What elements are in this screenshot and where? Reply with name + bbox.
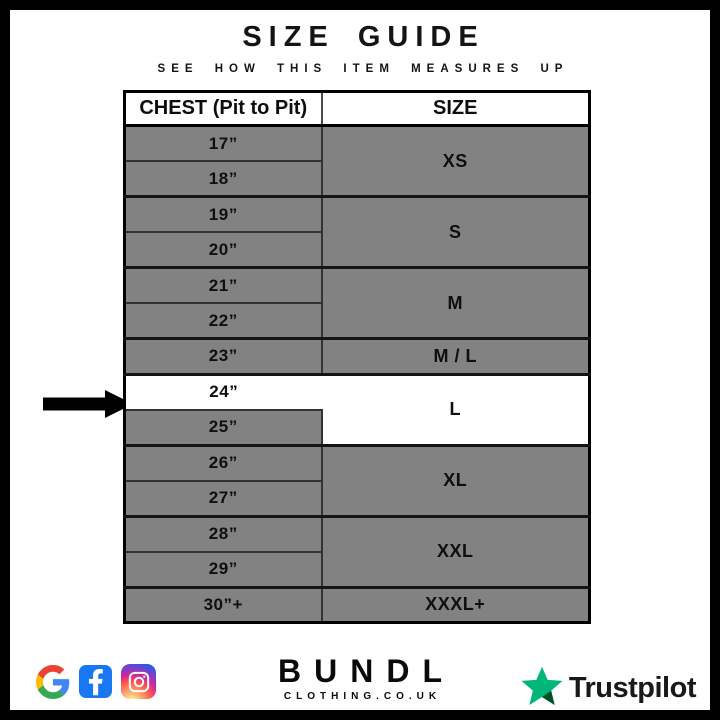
highlighted-chest-cell: 24” — [125, 374, 322, 410]
size-cell: XXXL+ — [322, 587, 590, 623]
table-row — [125, 339, 590, 375]
size-column-header: SIZE — [322, 92, 590, 126]
size-guide-table — [123, 90, 591, 624]
table-row — [125, 587, 590, 623]
highlighted-table-row — [125, 374, 590, 410]
chest-cell: 27” — [125, 481, 322, 517]
table-row — [125, 445, 590, 481]
chest-cell: 30”+ — [125, 587, 322, 623]
chest-cell: 25” — [125, 410, 322, 446]
size-cell: M — [322, 268, 590, 339]
size-cell: XS — [322, 126, 590, 197]
chest-cell: 29” — [125, 552, 322, 588]
chest-cell: 17” — [125, 126, 322, 162]
chest-cell: 26” — [125, 445, 322, 481]
trustpilot-logo[interactable] — [520, 666, 696, 710]
brand-domain: CLOTHING.CO.UK — [283, 691, 442, 702]
chest-cell: 19” — [125, 197, 322, 233]
trustpilot-star-icon — [520, 666, 564, 710]
chest-cell: 23” — [125, 339, 322, 375]
table-row — [125, 268, 590, 304]
chest-cell: 28” — [125, 516, 322, 552]
brand-name: BUNDL — [278, 653, 455, 689]
chest-cell: 18” — [125, 161, 322, 197]
highlighted-size-cell: L — [322, 374, 590, 445]
table-header-row — [125, 92, 590, 126]
chest-cell: 20” — [125, 232, 322, 268]
chest-cell: 22” — [125, 303, 322, 339]
chest-cell: 21” — [125, 268, 322, 304]
page-subtitle: SEE HOW THIS ITEM MEASURES UP — [157, 63, 569, 75]
size-cell: M / L — [322, 339, 590, 375]
size-cell: S — [322, 197, 590, 268]
chest-column-header: CHEST (Pit to Pit) — [125, 92, 322, 126]
table-row — [125, 516, 590, 552]
table-row — [125, 126, 590, 162]
page-title: SIZE GUIDE — [242, 21, 485, 53]
table-row — [125, 197, 590, 233]
trustpilot-label: Trustpilot — [568, 671, 696, 704]
size-cell: XL — [322, 445, 590, 516]
size-cell: XXL — [322, 516, 590, 587]
right-arrow-icon — [43, 390, 133, 418]
